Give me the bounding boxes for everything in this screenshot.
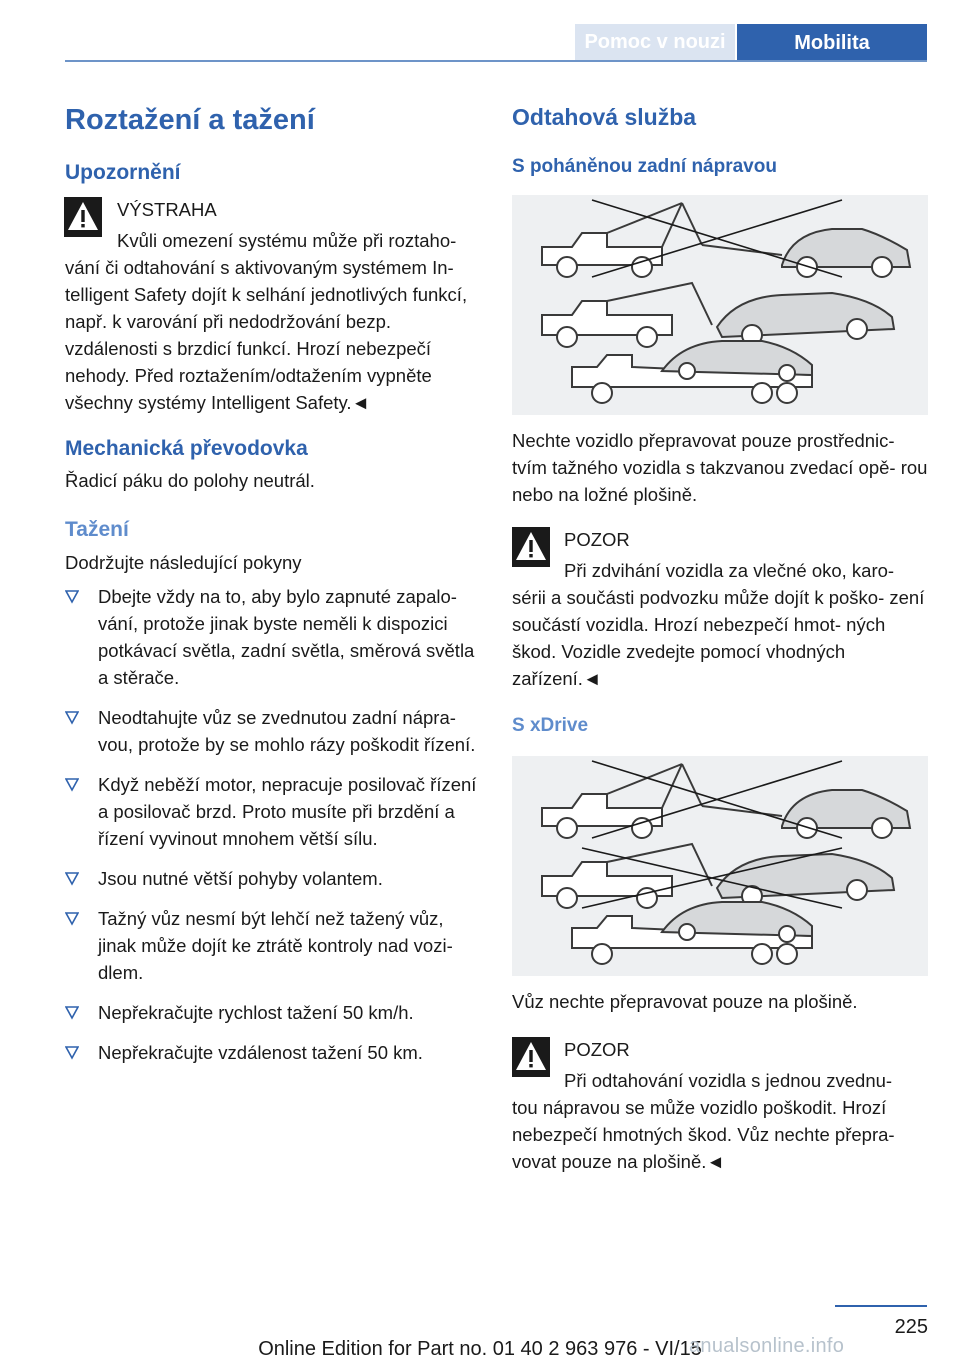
list-item <box>65 905 480 986</box>
list-item <box>65 865 480 892</box>
figure-rwd-tow-methods <box>512 195 928 415</box>
warning-triangle-icon <box>64 197 102 237</box>
tab-label: Mobilita <box>794 31 870 54</box>
list-item-text: Nepřekračujte vzdálenost tažení 50 km. <box>98 1042 423 1063</box>
warning-text-first-line: Kvůli omezení systému může při roztaho‐ <box>117 230 457 251</box>
bullet-triangle-icon <box>65 711 79 725</box>
manual-gearbox-heading: Mechanická převodovka <box>65 437 308 460</box>
towing-heading: Tažení <box>65 518 129 541</box>
warning-heading: Upozornění <box>65 161 181 184</box>
manual-gearbox-text: Řadicí páku do polohy neutrál. <box>65 470 315 491</box>
tow-trucks-illustration <box>512 195 928 415</box>
list-item-text: Tažný vůz nesmí být lehčí než tažený vůz, jinak může dojít ke ztrátě kontroly nad vozi‐ dlem. <box>98 908 453 983</box>
xdrive-heading: S xDrive <box>512 715 589 736</box>
watermark: anualsonline.info <box>689 1335 845 1357</box>
caution-text-first-line: Při odtahování vozidla s jednou zvednu‐ <box>564 1070 893 1091</box>
rwd-text: Nechte vozidlo přepravovat pouze prostřednic‐ tvím tažného vozidla s takzvanou zvedací opě‐ rou nebo na ložné plošině. <box>512 430 928 505</box>
list-item-text: Když neběží motor, nepracuje posilovač řízení a posilovač brzd. Proto musíte při brzdění a řízení vyvinout mnohem větší sílu. <box>98 774 477 849</box>
tab-label: Pomoc v nouzi <box>584 30 726 53</box>
footer-rule <box>835 1305 927 1307</box>
list-item-text: Dbejte vždy na to, aby bylo zapnuté zapalo‐ vání, protože jinak byste neměli k dispozici potkávací světla, zadní světla, směrová světla a stěrače. <box>98 586 475 688</box>
towing-intro: Dodržujte následující pokyny <box>65 552 302 573</box>
rwd-heading: S poháněnou zadní nápravou <box>512 156 777 177</box>
list-item <box>65 771 480 852</box>
tab-pomoc-v-nouzi[interactable] <box>575 24 735 60</box>
xdrive-text: Vůz nechte přepravovat pouze na plošině. <box>512 991 858 1012</box>
caution-text-first-line: Při zdvihání vozidla za vlečné oko, karo‐ <box>564 560 895 581</box>
list-item <box>65 583 480 691</box>
towing-instructions-list <box>65 583 480 1079</box>
caution-triangle-icon <box>512 527 550 567</box>
figure-xdrive-tow-methods <box>512 756 928 976</box>
caution-text: sérii a součásti podvozku může dojít k poško‐ zení součástí vozidla. Hrozí nebezpečí hmot‐ ných škod. Vozidle zvedejte pomocí vhodných zařízení.◄ <box>512 587 925 689</box>
caution-label: POZOR <box>564 529 630 550</box>
bullet-triangle-icon <box>65 590 79 604</box>
header-rule <box>65 60 927 62</box>
edition-note: Online Edition for Part no. 01 40 2 963 976 - VI/15 <box>258 1338 702 1360</box>
bullet-triangle-icon <box>65 872 79 886</box>
warning-text: vání či odtahování s aktivovaným systémem In‐ telligent Safety dojít k selhání jednotlivých funkcí, např. k varování při nedodržování bezp. vzdálenosti s brzdicí funkcí. Hrozí nebezpečí nehody. Před roztažením/odtažením vypněte všechny systémy Intelligent Safety.◄ <box>65 257 468 413</box>
list-item <box>65 999 480 1026</box>
bullet-triangle-icon <box>65 1006 79 1020</box>
tab-mobilita[interactable] <box>737 24 927 62</box>
caution-triangle-icon <box>512 1037 550 1077</box>
caution-text: tou nápravou se může vozidlo poškodit. Hrozí nebezpečí hmotných škod. Vůz nechte přepra‐ vovat pouze na plošině.◄ <box>512 1097 895 1172</box>
page-number: 225 <box>894 1316 928 1338</box>
list-item-text: Nepřekračujte rychlost tažení 50 km/h. <box>98 1002 414 1023</box>
tow-trucks-illustration <box>512 756 928 976</box>
bullet-triangle-icon <box>65 912 79 926</box>
section-title-towing: Roztažení a tažení <box>65 104 315 136</box>
list-item-text: Jsou nutné větší pohyby volantem. <box>98 868 383 889</box>
list-item <box>65 704 480 758</box>
caution-label: POZOR <box>564 1039 630 1060</box>
warning-label: VÝSTRAHA <box>117 199 217 220</box>
list-item <box>65 1039 480 1066</box>
list-item-text: Neodtahujte vůz se zvednutou zadní nápra‐ vou, protože by se mohlo rázy poškodit řízení. <box>98 707 476 755</box>
section-title-tow-service: Odtahová služba <box>512 104 697 130</box>
bullet-triangle-icon <box>65 1046 79 1060</box>
bullet-triangle-icon <box>65 778 79 792</box>
